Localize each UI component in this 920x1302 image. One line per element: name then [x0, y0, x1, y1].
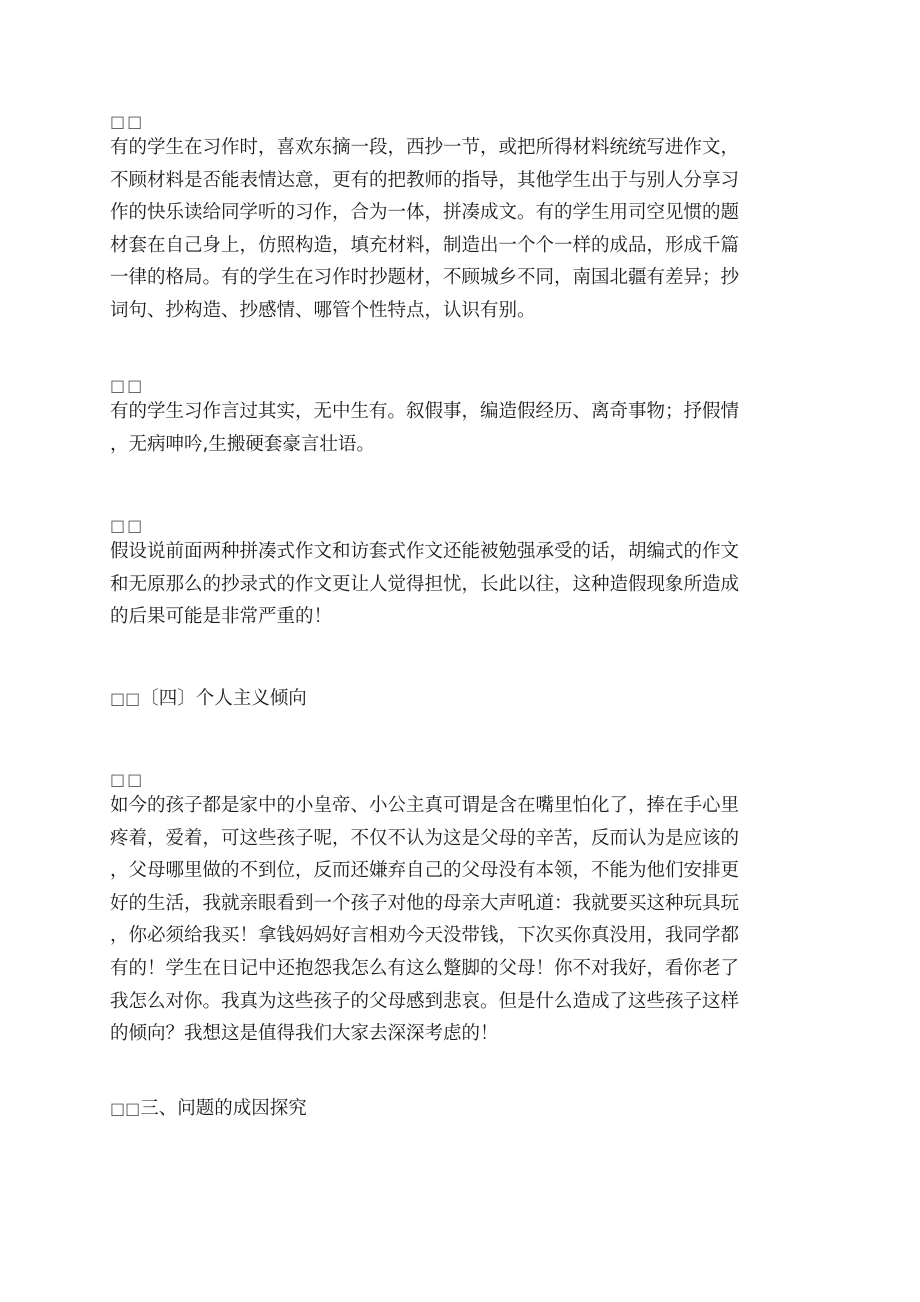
section-block-3: [110, 516, 810, 634]
paragraph-text: 如今的孩子都是家中的小皇帝、小公主真可谓是含在嘴里怕化了，捧在手心里 疼着，爱着，可这些孩子呢，不仅不认为这是父母的辛苦，反而认为是应该的 ，父母哪里做的不到位，反而还嫌弃自己的父母没有本领，不能为他们安排更 好的生活，我就亲眼看到一个孩子对他的母亲大声吼道：我就要买这种玩具玩 ，你必须给我买！拿钱妈妈好言相劝今天没带钱，下次买你真没用，我同学都 有的！学生在日记中还抱怨我怎么有这么蹩脚的父母！你不对我好，看你老了 我怎么对你。我真为这些孩子的父母感到悲哀。但是什么造成了这些孩子这样 的倾向？我想这是值得我们大家去深深考虑的！: [110, 795, 740, 1045]
paragraph-marker: □□: [110, 376, 145, 395]
paragraph-marker: □□: [110, 770, 145, 789]
section-block-4: [110, 770, 810, 1051]
heading-text: 〔四〕个人主义倾向: [140, 688, 307, 709]
section-block-2: [110, 376, 810, 461]
paragraph-marker: □□: [110, 516, 145, 535]
heading-marker: □□: [110, 1099, 141, 1118]
paragraph-text: 假设说前面两种拼凑式作文和访套式作文还能被勉强承受的话，胡编式的作文 和无原那么的抄录式的作文更让人觉得担忧，长此以往，这种造假现象所造成 的后果可能是非常严重的！: [110, 541, 740, 628]
section-heading-4: [110, 687, 307, 711]
paragraph-text: 有的学生习作言过其实，无中生有。叙假事，编造假经历、离奇事物；抒假情 ，无病呻吟,生搬硬套豪言壮语。: [110, 401, 740, 455]
paragraph-text: 有的学生在习作时，喜欢东摘一段，西抄一节，或把所得材料统统写进作文， 不顾材料是否能表情达意，更有的把教师的指导，其他学生出于与别人分享习 作的快乐读给同学听的习作，合为一体，拼凑成文。有的学生用司空见惯的题 材套在自己身上，仿照构造，填充材料，制造出一个个一样的成品，形成千篇 一律的格局。有的学生在习作时抄题材，不顾城乡不同，南国北疆有差异；抄 词句、抄构造、抄感情、哪管个性特点，认识有别。: [110, 137, 740, 321]
paragraph-marker: □□: [110, 112, 145, 131]
heading-text: 三、问题的成因探究: [140, 1098, 307, 1119]
section-block-1: [110, 112, 810, 328]
heading-marker: □□: [110, 689, 141, 708]
section-heading-causes: [110, 1097, 307, 1121]
